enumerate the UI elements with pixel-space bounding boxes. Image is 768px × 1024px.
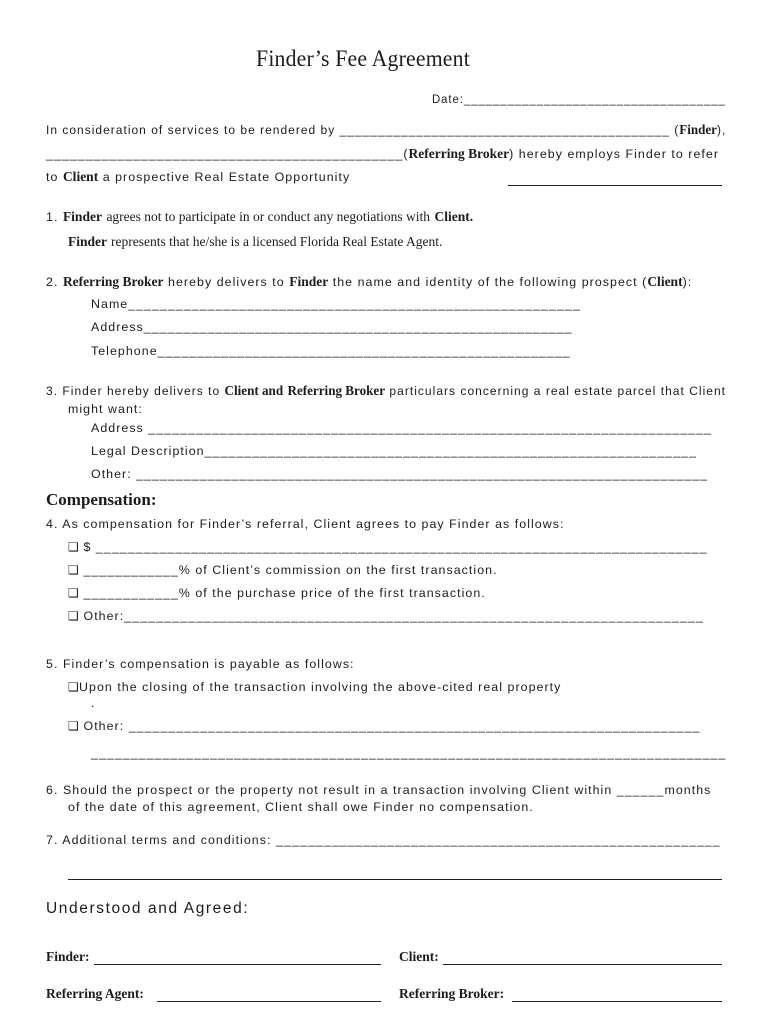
payable-option-other-text: Other: ________________________________________________________________________ (83, 719, 701, 733)
item-2-referring-broker: Referring Broker (62, 274, 164, 289)
item-2-text-a: hereby delivers to (168, 275, 285, 289)
client-signature-label: Client: (399, 949, 439, 964)
item-3-line-2: might want: (68, 402, 143, 416)
checkbox-icon[interactable]: ❑ (68, 609, 79, 623)
finder-signature-label: Finder: (46, 949, 90, 964)
item-6-line-2: of the date of this agreement, Client shall owe Finder no compensation. (68, 800, 534, 814)
additional-terms-rule (68, 879, 722, 880)
finder-signature-line[interactable] (94, 964, 381, 965)
intro-line-2-suffix: ) hereby employs Finder to refer (509, 147, 720, 161)
item-6-number: 6. (46, 783, 59, 797)
payable-option-other (68, 719, 700, 733)
item-2-text-b: the name and identity of the following prospect ( (332, 275, 648, 289)
compensation-option-flat (68, 540, 707, 554)
intro-line-3-suffix: a prospective Real Estate Opportunity (102, 170, 351, 184)
intro-line-2 (46, 146, 719, 162)
item-6-line-1 (46, 783, 711, 797)
item-7-text: Additional terms and conditions: ________________________________________________________ (62, 833, 721, 847)
compensation-option-purchase-price-text: ____________% of the purchase price of the first transaction. (83, 586, 486, 600)
item-5-text: Finder’s compensation is payable as follows: (62, 657, 355, 671)
prospect-name-field: Name_________________________________________________________ (91, 297, 581, 311)
referring-broker-signature-line[interactable] (512, 1001, 722, 1002)
item-3-referring-broker: Referring Broker (287, 383, 386, 398)
referring-broker-signature-label: Referring Broker: (399, 986, 505, 1001)
parcel-legal-description-field: Legal Description______________________________________________________________ (91, 444, 697, 458)
payable-option-other-continuation: ________________________________________________________________________________ (91, 746, 727, 760)
checkbox-icon[interactable]: ❑ (68, 680, 79, 694)
parcel-address-field: Address _______________________________________________________________________ (91, 421, 713, 435)
item-2-finder: Finder (289, 274, 329, 289)
compensation-option-other (68, 609, 704, 623)
item-1-line-1 (46, 209, 473, 225)
item-4-text: As compensation for Finder’s referral, Client agrees to pay Finder as follows: (62, 517, 565, 531)
checkbox-icon[interactable]: ❑ (68, 586, 79, 600)
item-3-text-b: particulars concerning a real estate parcel that Client (389, 384, 727, 398)
item-1-finder: Finder (62, 209, 102, 224)
compensation-option-flat-text: $ _____________________________________________________________________________ (83, 540, 708, 554)
item-2-text-c: ): (682, 275, 693, 289)
compensation-option-commission (68, 563, 498, 577)
item-4-line (46, 517, 564, 531)
item-6-text-1: Should the prospect or the property not result in a transaction involving Client within ______months (62, 783, 712, 797)
parcel-other-field: Other: ________________________________________________________________________ (91, 467, 708, 481)
payable-option-closing-dot: . (91, 696, 96, 710)
item-4-number: 4. (46, 517, 59, 531)
item-1-text-b: represents that he/she is a licensed Florida Real Estate Agent. (111, 234, 443, 249)
item-2-line-1 (46, 274, 692, 290)
document-title: Finder’s Fee Agreement (256, 46, 470, 71)
item-5-line (46, 657, 355, 671)
item-1-line-2 (68, 233, 442, 251)
payable-option-closing (68, 680, 561, 694)
compensation-heading: Compensation: (46, 490, 157, 509)
finder-term: Finder (679, 122, 717, 137)
referring-agent-signature-line[interactable] (157, 1001, 381, 1002)
prospect-address-field: Address______________________________________________________ (91, 320, 573, 334)
understood-and-agreed: Understood and Agreed: (46, 900, 250, 917)
intro-line-1-suffix: ), (716, 123, 727, 137)
intro-line-2-prefix: _____________________________________________( (46, 147, 409, 161)
checkbox-icon[interactable]: ❑ (68, 563, 79, 577)
item-2-number: 2. (46, 275, 59, 289)
item-1-text-a: agrees not to participate in or conduct any negotiations with (106, 209, 430, 224)
date-line: Date:____________________________________ (432, 92, 726, 106)
intro-line-1-prefix: In consideration of services to be rendered by ___________________________________________ ( (46, 123, 680, 137)
item-7-line (46, 833, 721, 847)
item-3-client-and: Client and (224, 383, 284, 398)
intro-signature-rule (508, 185, 722, 186)
client-signature-line[interactable] (443, 964, 722, 965)
item-1-number: 1. (46, 210, 59, 224)
prospect-telephone-field: Telephone____________________________________________________ (91, 344, 571, 358)
item-2-client: Client (647, 274, 683, 289)
item-3-number: 3. (46, 384, 59, 398)
item-1-finder-2: Finder (68, 234, 107, 249)
item-5-number: 5. (46, 657, 59, 671)
referring-agent-signature-label: Referring Agent: (46, 986, 144, 1001)
compensation-option-commission-text: ____________% of Client’s commission on the first transaction. (83, 563, 498, 577)
checkbox-icon[interactable]: ❑ (68, 719, 79, 733)
intro-line-3-prefix: to (46, 170, 59, 184)
payable-option-closing-text: Upon the closing of the transaction involving the above-cited real property (79, 680, 562, 694)
item-7-number: 7. (46, 833, 59, 847)
client-term: Client (62, 169, 99, 184)
item-3-text-a: Finder hereby delivers to (62, 384, 221, 398)
intro-line-1 (46, 122, 726, 138)
item-1-client: Client. (434, 209, 474, 224)
compensation-option-other-text: Other:_________________________________________________________________________ (83, 609, 704, 623)
intro-line-3 (46, 169, 350, 185)
item-3-line-1 (46, 383, 726, 399)
compensation-option-purchase-price (68, 586, 486, 600)
referring-broker-term: Referring Broker (408, 146, 510, 161)
checkbox-icon[interactable]: ❑ (68, 540, 79, 554)
